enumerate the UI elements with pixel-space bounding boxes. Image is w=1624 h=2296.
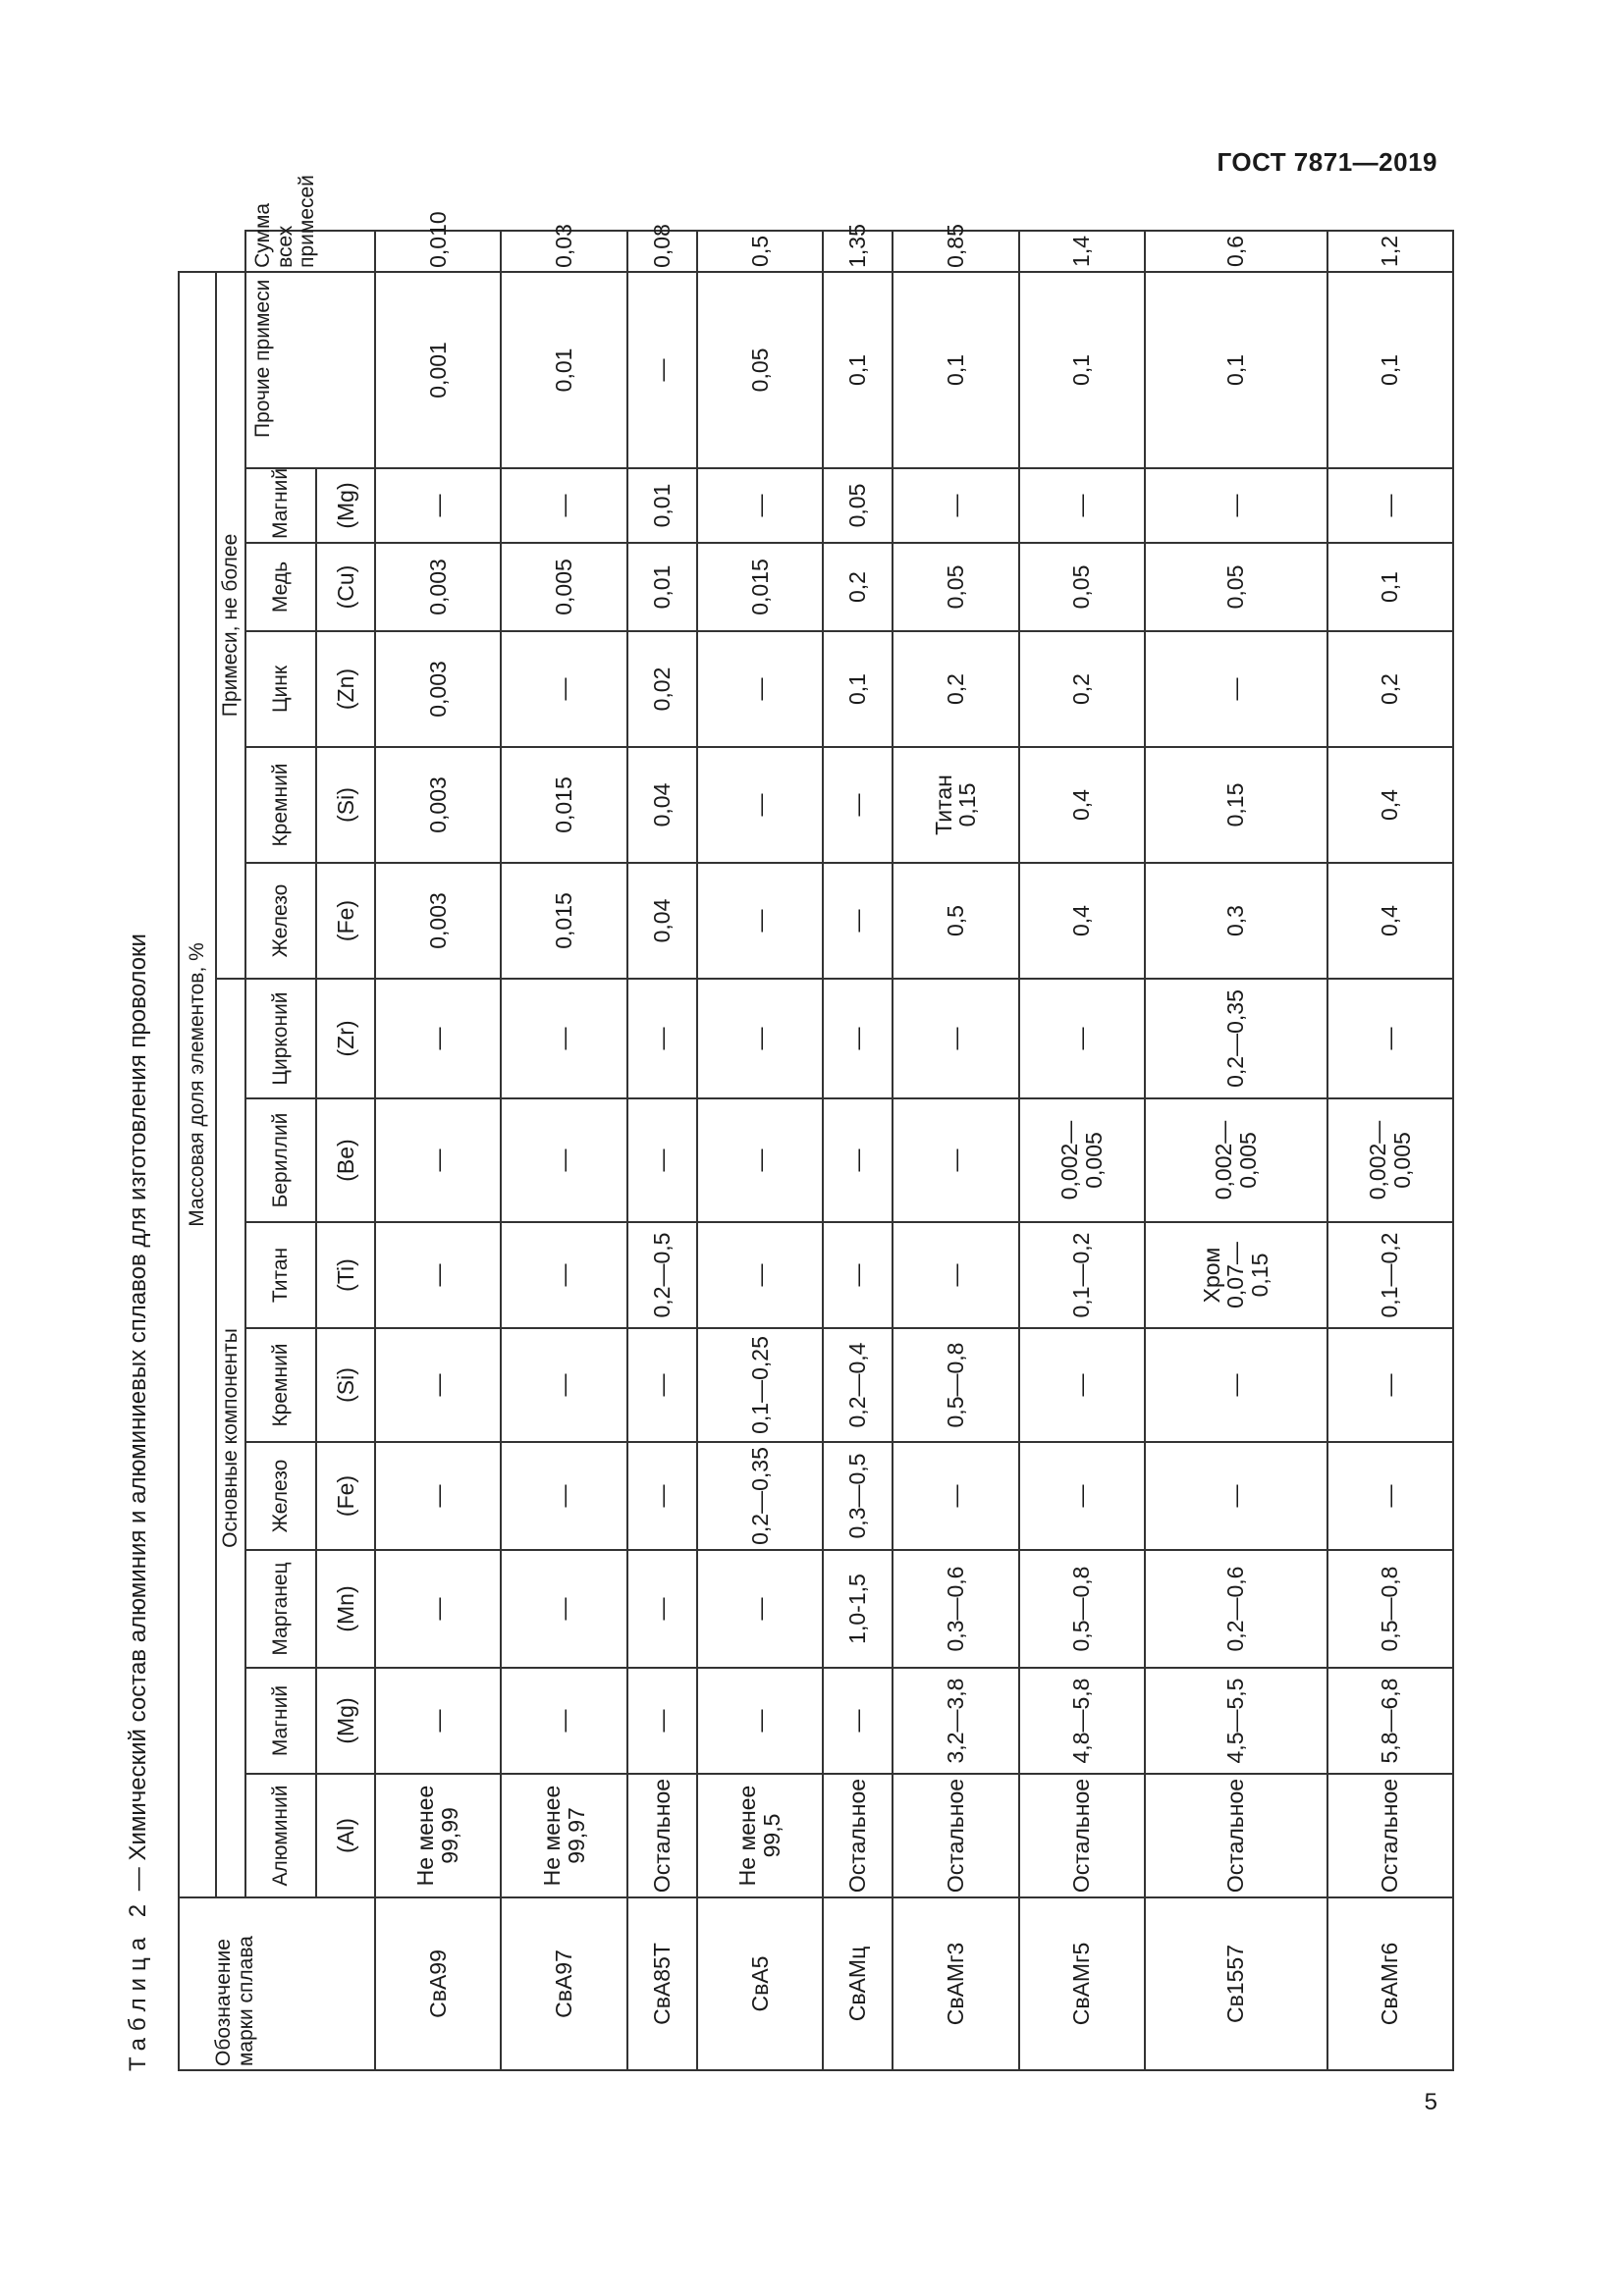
sym-imp-si: (Si) [316, 747, 375, 863]
sym-main-fe: (Fe) [316, 1442, 375, 1550]
table-row [627, 231, 697, 2070]
cell-imp-cu: 0,05 [1019, 543, 1145, 631]
cell-si: 0,1—0,25 [697, 1328, 823, 1442]
cell-imp-si: Титан 0,15 [893, 747, 1018, 863]
cell-grade: Св1557 [1145, 1897, 1327, 2070]
cell-be: — [375, 1098, 501, 1222]
header-mass-fraction: Массовая доля элементов, % [179, 272, 216, 1897]
header-main-be: Бериллий [245, 1098, 316, 1222]
sym-imp-fe: (Fe) [316, 863, 375, 979]
header-main-components: Основные компоненты [216, 979, 245, 1897]
cell-zr: — [893, 979, 1018, 1098]
cell-mg: — [501, 1668, 626, 1774]
cell-grade: СвАМц [823, 1897, 893, 2070]
cell-imp-zn: — [697, 631, 823, 747]
cell-al: Остальное [627, 1774, 697, 1897]
header-main-fe: Железо [245, 1442, 316, 1550]
cell-ti: 0,1—0,2 [1327, 1222, 1453, 1328]
cell-imp-zn: — [1145, 631, 1327, 747]
cell-fe: — [1019, 1442, 1145, 1550]
cell-imp-zn: — [501, 631, 626, 747]
cell-fe: — [375, 1442, 501, 1550]
cell-imp-cu: 0,005 [501, 543, 626, 631]
cell-be: 0,002—0,005 [1145, 1098, 1327, 1222]
cell-imp-fe: 0,5 [893, 863, 1018, 979]
cell-imp-cu: 0,015 [697, 543, 823, 631]
cell-al: Не менее 99,5 [697, 1774, 823, 1897]
chemical-composition-table [178, 175, 1454, 2071]
cell-other: 0,1 [1145, 272, 1327, 468]
cell-mn: — [697, 1550, 823, 1668]
cell-ti: — [697, 1222, 823, 1328]
cell-mn: 1,0-1,5 [823, 1550, 893, 1668]
cell-other: — [627, 272, 697, 468]
page-number: 5 [1424, 2089, 1437, 2115]
cell-zr: — [823, 979, 893, 1098]
cell-mg: 4,8—5,8 [1019, 1668, 1145, 1774]
cell-imp-si: 0,04 [627, 747, 697, 863]
cell-zr: — [375, 979, 501, 1098]
cell-imp-mg: — [697, 468, 823, 543]
table-caption-prefix: Таблица 2 [125, 1896, 151, 2071]
cell-imp-fe: 0,003 [375, 863, 501, 979]
cell-imp-fe: 0,015 [501, 863, 626, 979]
cell-be: 0,002—0,005 [1327, 1098, 1453, 1222]
cell-imp-cu: 0,1 [1327, 543, 1453, 631]
cell-imp-cu: 0,05 [893, 543, 1018, 631]
cell-sum: 0,6 [1145, 231, 1327, 272]
cell-imp-cu: 0,05 [1145, 543, 1327, 631]
sym-imp-cu: (Cu) [316, 543, 375, 631]
cell-imp-mg: 0,01 [627, 468, 697, 543]
cell-al: Не менее 99,97 [501, 1774, 626, 1897]
cell-grade: СвА85Т [627, 1897, 697, 2070]
cell-other: 0,05 [697, 272, 823, 468]
cell-zr: — [501, 979, 626, 1098]
header-imp-zn: Цинк [245, 631, 316, 747]
cell-si: — [501, 1328, 626, 1442]
cell-imp-mg: 0,05 [823, 468, 893, 543]
cell-ti: — [893, 1222, 1018, 1328]
sym-main-al: (Al) [316, 1774, 375, 1897]
cell-al: Остальное [823, 1774, 893, 1897]
cell-al: Остальное [1327, 1774, 1453, 1897]
cell-fe: — [1145, 1442, 1327, 1550]
cell-mg: — [375, 1668, 501, 1774]
sym-main-mg: (Mg) [316, 1668, 375, 1774]
cell-mn: — [501, 1550, 626, 1668]
cell-si: 0,2—0,4 [823, 1328, 893, 1442]
cell-imp-zn: 0,2 [1019, 631, 1145, 747]
table-caption-text: — Химический состав алюминия и алюминиевых сплавов для изготовления проволоки [125, 934, 151, 1897]
cell-mg: — [823, 1668, 893, 1774]
cell-mn: 0,2—0,6 [1145, 1550, 1327, 1668]
cell-imp-mg: — [893, 468, 1018, 543]
cell-mg: — [627, 1668, 697, 1774]
cell-mn: — [375, 1550, 501, 1668]
cell-ti: Хром 0,07—0,15 [1145, 1222, 1327, 1328]
cell-ti: — [375, 1222, 501, 1328]
cell-other: 0,1 [1019, 272, 1145, 468]
header-impurities: Примеси, не более [216, 272, 245, 979]
cell-imp-si: — [697, 747, 823, 863]
table-row [893, 231, 1018, 2070]
table-row [1327, 231, 1453, 2070]
cell-other: 0,1 [823, 272, 893, 468]
cell-grade: СвА97 [501, 1897, 626, 2070]
cell-sum: 0,08 [627, 231, 697, 272]
cell-al: Остальное [1145, 1774, 1327, 1897]
cell-imp-fe: — [823, 863, 893, 979]
cell-imp-si: 0,003 [375, 747, 501, 863]
cell-imp-cu: 0,01 [627, 543, 697, 631]
sym-main-ti: (Ti) [316, 1222, 375, 1328]
sym-imp-zn: (Zn) [316, 631, 375, 747]
cell-si: — [1145, 1328, 1327, 1442]
cell-sum: 0,03 [501, 231, 626, 272]
header-main-mn: Марганец [245, 1550, 316, 1668]
cell-fe: — [893, 1442, 1018, 1550]
cell-fe: 0,3—0,5 [823, 1442, 893, 1550]
cell-grade: СвАМг3 [893, 1897, 1018, 2070]
cell-ti: 0,1—0,2 [1019, 1222, 1145, 1328]
cell-other: 0,1 [1327, 272, 1453, 468]
cell-imp-si: 0,4 [1019, 747, 1145, 863]
table-row [1019, 231, 1145, 2070]
header-other-impurities: Прочие примеси [245, 272, 375, 468]
header-imp-cu: Медь [245, 543, 316, 631]
cell-al: Остальное [1019, 1774, 1145, 1897]
cell-imp-fe: — [697, 863, 823, 979]
cell-grade: СвА99 [375, 1897, 501, 2070]
cell-sum: 0,85 [893, 231, 1018, 272]
cell-be: — [823, 1098, 893, 1222]
cell-al: Не менее 99,99 [375, 1774, 501, 1897]
cell-fe: — [627, 1442, 697, 1550]
cell-sum: 0,010 [375, 231, 501, 272]
cell-grade: СвАМг6 [1327, 1897, 1453, 2070]
header-imp-si: Кремний [245, 747, 316, 863]
table-row [375, 231, 501, 2070]
cell-imp-fe: 0,04 [627, 863, 697, 979]
cell-mn: 0,5—0,8 [1327, 1550, 1453, 1668]
cell-be: 0,002—0,005 [1019, 1098, 1145, 1222]
header-grade: Обозначение марки сплава [179, 1897, 375, 2070]
cell-imp-cu: 0,2 [823, 543, 893, 631]
table-row [823, 231, 893, 2070]
cell-si: 0,5—0,8 [893, 1328, 1018, 1442]
cell-zr: — [697, 979, 823, 1098]
cell-si: — [627, 1328, 697, 1442]
header-main-al: Алюминий [245, 1774, 316, 1897]
sym-main-be: (Be) [316, 1098, 375, 1222]
document-code: ГОСТ 7871—2019 [1217, 147, 1437, 177]
cell-fe: — [501, 1442, 626, 1550]
cell-mn: 0,5—0,8 [1019, 1550, 1145, 1668]
sym-main-mn: (Mn) [316, 1550, 375, 1668]
cell-zr: — [627, 979, 697, 1098]
cell-sum: 1,4 [1019, 231, 1145, 272]
cell-imp-si: 0,015 [501, 747, 626, 863]
rotated-table-block [119, 175, 1454, 2071]
sym-main-zr: (Zr) [316, 979, 375, 1098]
cell-fe: — [1327, 1442, 1453, 1550]
table-caption [119, 230, 158, 2071]
header-main-zr: Цирконий [245, 979, 316, 1098]
cell-be: — [627, 1098, 697, 1222]
cell-ti: 0,2—0,5 [627, 1222, 697, 1328]
cell-mg: 3,2—3,8 [893, 1668, 1018, 1774]
cell-al: Остальное [893, 1774, 1018, 1897]
cell-imp-zn: 0,2 [1327, 631, 1453, 747]
cell-other: 0,001 [375, 272, 501, 468]
cell-be: — [893, 1098, 1018, 1222]
cell-imp-mg: — [1145, 468, 1327, 543]
cell-imp-mg: — [1019, 468, 1145, 543]
cell-imp-fe: 0,4 [1019, 863, 1145, 979]
cell-imp-si: 0,15 [1145, 747, 1327, 863]
cell-imp-fe: 0,4 [1327, 863, 1453, 979]
cell-zr: 0,2—0,35 [1145, 979, 1327, 1098]
cell-imp-zn: 0,02 [627, 631, 697, 747]
cell-sum: 0,5 [697, 231, 823, 272]
header-sum-impurities: Сумма всех примесей [245, 231, 375, 272]
header-main-si: Кремний [245, 1328, 316, 1442]
cell-ti: — [823, 1222, 893, 1328]
cell-mg: 5,8—6,8 [1327, 1668, 1453, 1774]
cell-imp-zn: 0,1 [823, 631, 893, 747]
cell-ti: — [501, 1222, 626, 1328]
cell-other: 0,1 [893, 272, 1018, 468]
table-row [501, 231, 626, 2070]
cell-si: — [1019, 1328, 1145, 1442]
cell-zr: — [1327, 979, 1453, 1098]
sym-imp-mg: (Mg) [316, 468, 375, 543]
cell-imp-si: 0,4 [1327, 747, 1453, 863]
sym-main-si: (Si) [316, 1328, 375, 1442]
cell-imp-cu: 0,003 [375, 543, 501, 631]
cell-fe: 0,2—0,35 [697, 1442, 823, 1550]
header-main-mg: Магний [245, 1668, 316, 1774]
cell-imp-zn: 0,003 [375, 631, 501, 747]
cell-imp-fe: 0,3 [1145, 863, 1327, 979]
cell-si: — [1327, 1328, 1453, 1442]
cell-be: — [501, 1098, 626, 1222]
cell-imp-mg: — [1327, 468, 1453, 543]
cell-be: — [697, 1098, 823, 1222]
cell-sum: 1,2 [1327, 231, 1453, 272]
header-imp-fe: Железо [245, 863, 316, 979]
cell-imp-mg: — [501, 468, 626, 543]
cell-mn: 0,3—0,6 [893, 1550, 1018, 1668]
cell-other: 0,01 [501, 272, 626, 468]
cell-grade: СвА5 [697, 1897, 823, 2070]
cell-imp-mg: — [375, 468, 501, 543]
cell-imp-zn: 0,2 [893, 631, 1018, 747]
cell-grade: СвАМг5 [1019, 1897, 1145, 2070]
table-row [697, 231, 823, 2070]
cell-sum: 1,35 [823, 231, 893, 272]
header-main-ti: Титан [245, 1222, 316, 1328]
cell-si: — [375, 1328, 501, 1442]
cell-mg: — [697, 1668, 823, 1774]
cell-zr: — [1019, 979, 1145, 1098]
table-row [1145, 231, 1327, 2070]
cell-mg: 4,5—5,5 [1145, 1668, 1327, 1774]
cell-mn: — [627, 1550, 697, 1668]
header-imp-mg: Магний [245, 468, 316, 543]
cell-imp-si: — [823, 747, 893, 863]
